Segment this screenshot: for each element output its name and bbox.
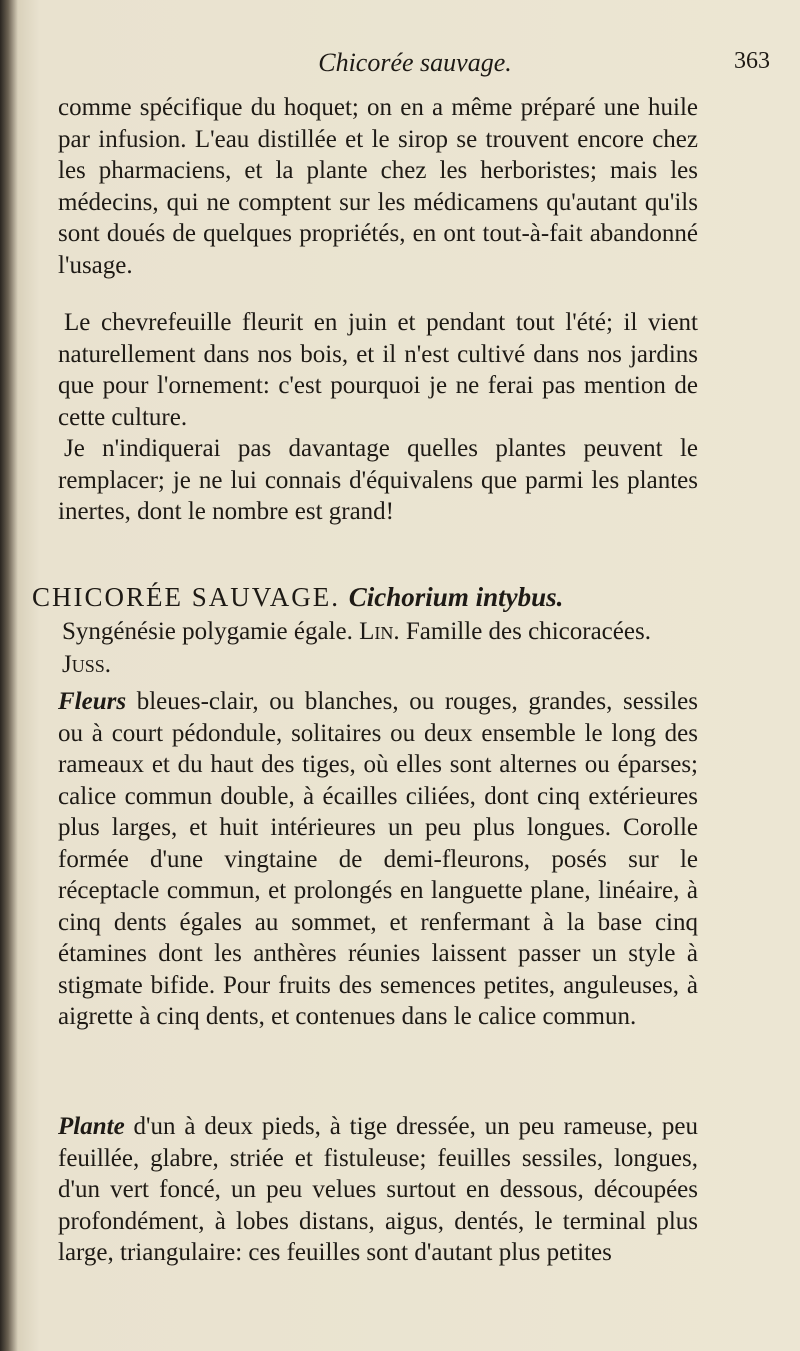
author-linnaeus: Lin. <box>359 618 400 645</box>
classification-family: Famille des chicoracées. <box>405 618 651 645</box>
paragraph-chevrefeuille: Le chevrefeuille fleurit en juin et pendant tout l'été; il vient naturellement dans nos bois, et il n'est cultivé dans nos jardins que pour l'ornement: c'est pourquoi je ne ferai pas mention de cette culture. <box>58 309 698 431</box>
entry-heading <box>32 582 712 613</box>
page-number: 363 <box>734 48 770 74</box>
author-jussieu: Juss. <box>62 651 111 678</box>
paragraph-fleurs <box>58 686 698 1033</box>
fleurs-text: bleues-clair, ou blanches, ou rouges, grandes, sessiles ou à court pédondule, solitaires ou deux ensemble le long des rameaux et du haut des tiges, où elles sont alternes ou éparses; calice commun double, à écailles ciliées, dont cinq extérieures plus larges, et huit intérieures un peu plus longues. Corolle formée d'une vingtaine de demi-fleurons, posés sur le réceptacle commun, et prolongés en languette plane, linéaire, à cinq dents égales au sommet, et renfermant à la base cinq étamines dont les anthères réunies laissent passer un style à stigmate bifide. Pour fruits des semences petites, anguleuses, à aigrette à cinq dents, et contenues dans le calice commun. <box>58 688 698 1030</box>
entry-latin-name: Cichorium intybus. <box>348 582 564 612</box>
paragraph-plante <box>58 1111 698 1269</box>
paragraph-equivalents: Je n'indiquerai pas davantage quelles plantes peuvent le remplacer; je ne lui connais d'équivalens que parmi les plantes inertes, dont le nombre est grand! <box>58 435 698 525</box>
fleurs-lead: Fleurs <box>58 688 127 715</box>
page-header <box>60 48 770 88</box>
running-title: Chicorée sauvage. <box>318 48 512 77</box>
entry-name: CHICORÉE SAUVAGE. <box>32 582 341 612</box>
paragraph-hoquet: comme spécifique du hoquet; on en a même préparé une huile par infusion. L'eau distillée et le sirop se trouvent encore chez les pharmaciens, et la plante chez les herboristes; mais les médecins, qui ne comptent sur les médicamens qu'autant qu'ils sont doués de quelques propriétés, en ont tout-à-fait abandonné l'usage. <box>58 94 698 279</box>
entry-classification <box>62 615 702 681</box>
plante-lead: Plante <box>58 1113 125 1140</box>
classification-linnaeus: Syngénésie polygamie égale. <box>62 618 353 645</box>
plante-text: d'un à deux pieds, à tige dressée, un peu rameuse, peu feuillée, glabre, striée et fistuleuse; feuilles sessiles, longues, d'un vert foncé, un peu velues surtout en dessous, découpées profondément, à lobes distans, aigus, dentés, le terminal plus large, triangulaire: ces feuilles sont d'autant plus petites <box>58 1113 699 1266</box>
